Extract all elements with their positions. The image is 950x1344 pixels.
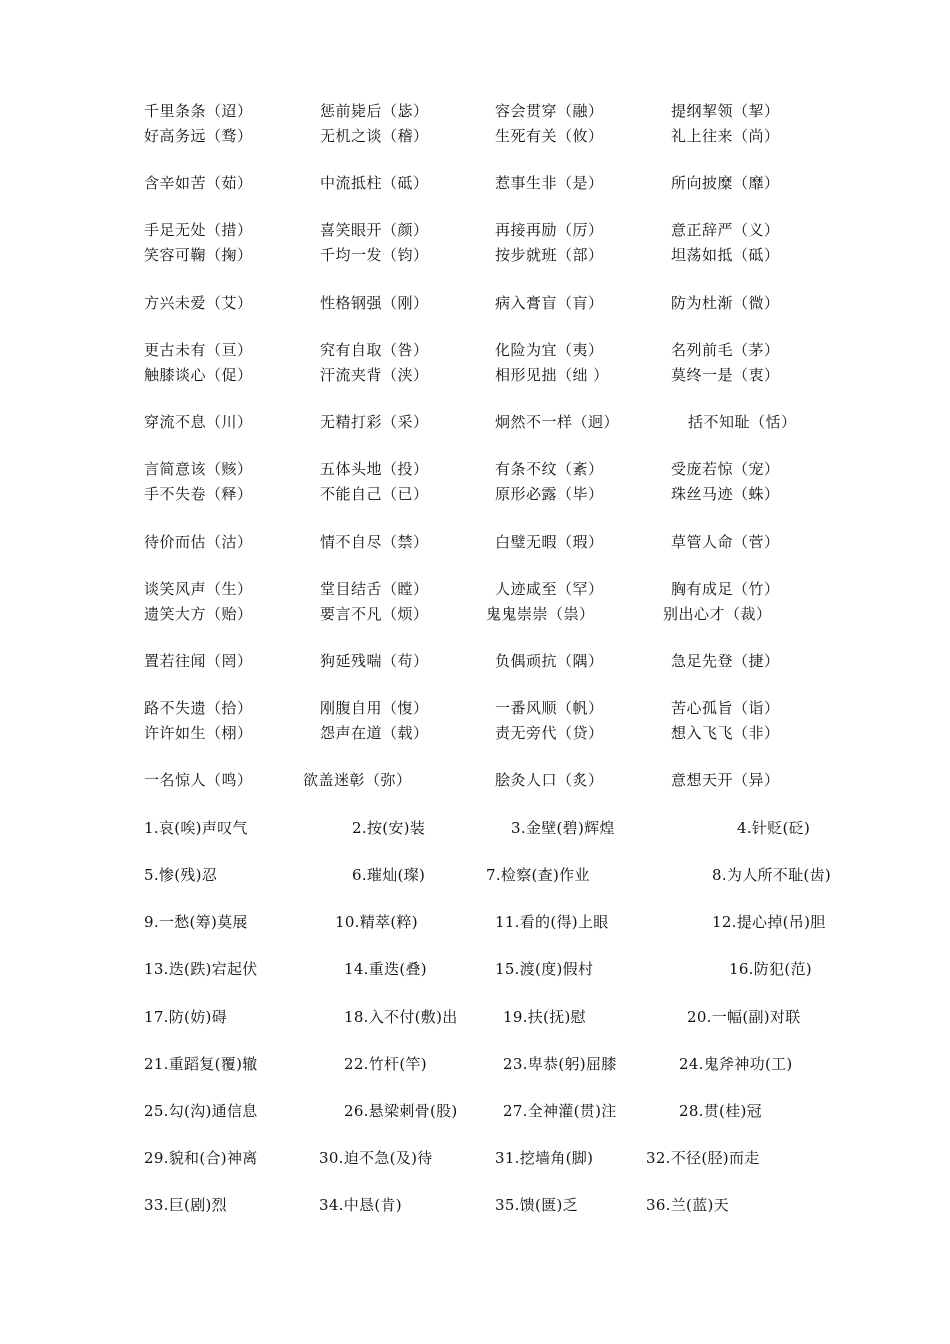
numbered-entry: 2.按(安)装 <box>352 819 426 837</box>
idiom-row-7 <box>0 338 950 362</box>
idiom-entry: 言简意该（赅） <box>144 460 253 478</box>
idiom-entry: 别出心才（裁） <box>663 605 772 623</box>
idiom-entry: 穿流不息（川） <box>144 413 253 431</box>
idiom-row-12 <box>0 530 950 554</box>
numbered-entry: 14.重迭(叠) <box>344 960 427 978</box>
numbered-entry: 11.看的(得)上眼 <box>495 913 609 931</box>
idiom-entry: 千均一发（钧） <box>320 246 429 264</box>
idiom-entry: 喜笑眼开（颜） <box>320 221 429 239</box>
idiom-entry: 方兴未爱（艾） <box>144 294 253 312</box>
idiom-row-17 <box>0 721 950 745</box>
numbered-entry: 5.惨(残)忍 <box>144 866 218 884</box>
idiom-entry: 炯然不一样（迥） <box>495 413 620 431</box>
idiom-entry: 五体头地（投） <box>320 460 429 478</box>
numbered-entry: 29.貌和(合)神离 <box>144 1149 258 1167</box>
numbered-entry: 4.针贬(砭) <box>737 819 811 837</box>
idiom-row-6 <box>0 291 950 315</box>
idiom-entry: 刚腹自用（愎） <box>320 699 429 717</box>
idiom-entry: 人迹咸至（罕） <box>495 580 604 598</box>
numbered-entry: 35.馈(匮)乏 <box>495 1196 578 1214</box>
idiom-entry: 路不失遗（拾） <box>144 699 253 717</box>
idiom-entry: 括不知耻（恬） <box>688 413 797 431</box>
numbered-entry: 26.悬梁刺骨(股) <box>344 1102 458 1120</box>
numbered-row-8 <box>0 1146 950 1170</box>
numbered-entry: 21.重蹈复(覆)辙 <box>144 1055 258 1073</box>
numbered-entry: 16.防犯(范) <box>729 960 812 978</box>
idiom-entry: 笑容可鞠（掬） <box>144 246 253 264</box>
idiom-entry: 名列前毛（茅） <box>671 341 780 359</box>
numbered-row-2 <box>0 863 950 887</box>
idiom-entry: 要言不凡（烦） <box>320 605 429 623</box>
idiom-entry: 礼上往来（尚） <box>671 127 780 145</box>
numbered-entry: 1.哀(唉)声叹气 <box>144 819 248 837</box>
idiom-entry: 提纲挈领（挈） <box>671 102 780 120</box>
idiom-entry: 莫终一是（衷） <box>671 366 780 384</box>
idiom-entry: 胸有成足（竹） <box>671 580 780 598</box>
idiom-row-11 <box>0 482 950 506</box>
numbered-entry: 23.卑恭(躬)屈膝 <box>503 1055 617 1073</box>
idiom-entry: 脍灸人口（炙） <box>495 771 604 789</box>
idiom-entry: 责无旁代（贷） <box>495 724 604 742</box>
idiom-entry: 欲盖迷彰（弥） <box>303 771 412 789</box>
numbered-entry: 30.迫不急(及)待 <box>319 1149 433 1167</box>
idiom-entry: 含辛如苦（茹） <box>144 174 253 192</box>
numbered-entry: 3.金壁(碧)辉煌 <box>511 819 615 837</box>
idiom-entry: 性格钢强（刚） <box>320 294 429 312</box>
numbered-row-1 <box>0 816 950 840</box>
idiom-entry: 草管人命（菅） <box>671 533 780 551</box>
idiom-entry: 手足无处（措） <box>144 221 253 239</box>
idiom-entry: 谈笑风声（生） <box>144 580 253 598</box>
numbered-entry: 32.不径(胫)而走 <box>646 1149 760 1167</box>
numbered-row-7 <box>0 1099 950 1123</box>
idiom-entry: 生死有关（攸） <box>495 127 604 145</box>
idiom-row-4 <box>0 218 950 242</box>
idiom-row-16 <box>0 696 950 720</box>
idiom-row-8 <box>0 363 950 387</box>
numbered-entry: 20.一幅(副)对联 <box>687 1008 801 1026</box>
idiom-row-15 <box>0 649 950 673</box>
idiom-entry: 珠丝马迹（蛛） <box>671 485 780 503</box>
idiom-entry: 受庞若惊（宠） <box>671 460 780 478</box>
idiom-entry: 原形必露（毕） <box>495 485 604 503</box>
idiom-entry: 更古未有（亘） <box>144 341 253 359</box>
numbered-entry: 7.检察(查)作业 <box>486 866 590 884</box>
idiom-entry: 惹事生非（是） <box>495 174 604 192</box>
idiom-entry: 好高务远（骛） <box>144 127 253 145</box>
idiom-entry: 再接再励（厉） <box>495 221 604 239</box>
idiom-entry: 意正辞严（义） <box>671 221 780 239</box>
idiom-entry: 情不自尽（禁） <box>320 533 429 551</box>
numbered-entry: 34.中恳(肯) <box>319 1196 402 1214</box>
idiom-entry: 所向披糜（靡） <box>671 174 780 192</box>
idiom-entry: 急足先登（捷） <box>671 652 780 670</box>
idiom-entry: 不能自己（已） <box>320 485 429 503</box>
idiom-row-13 <box>0 577 950 601</box>
numbered-entry: 22.竹杆(竿) <box>344 1055 427 1073</box>
idiom-entry: 遗笑大方（贻） <box>144 605 253 623</box>
numbered-entry: 27.全神灌(贯)注 <box>503 1102 617 1120</box>
idiom-entry: 意想天开（异） <box>671 771 780 789</box>
idiom-entry: 手不失卷（释） <box>144 485 253 503</box>
idiom-entry: 坦荡如抵（砥） <box>671 246 780 264</box>
idiom-entry: 惩前毙后（毖） <box>320 102 429 120</box>
idiom-entry: 无机之谈（稽） <box>320 127 429 145</box>
numbered-entry: 33.巨(剧)烈 <box>144 1196 227 1214</box>
numbered-entry: 17.防(妨)碍 <box>144 1008 227 1026</box>
numbered-entry: 13.迭(跌)宕起伏 <box>144 960 258 978</box>
idiom-entry: 防为杜渐（微） <box>671 294 780 312</box>
numbered-entry: 6.璀灿(璨) <box>352 866 426 884</box>
idiom-entry: 汗流夹背（浃） <box>320 366 429 384</box>
idiom-entry: 鬼鬼崇崇（祟） <box>486 605 595 623</box>
idiom-entry: 一番风顺（帆） <box>495 699 604 717</box>
numbered-row-9 <box>0 1193 950 1217</box>
idiom-entry: 白璧无暇（瑕） <box>495 533 604 551</box>
numbered-row-4 <box>0 957 950 981</box>
idiom-entry: 待价而估（沽） <box>144 533 253 551</box>
numbered-row-3 <box>0 910 950 934</box>
numbered-entry: 18.入不付(敷)出 <box>344 1008 458 1026</box>
idiom-entry: 怨声在道（载） <box>320 724 429 742</box>
numbered-entry: 36.兰(蓝)天 <box>646 1196 729 1214</box>
idiom-entry: 置若往闻（罔） <box>144 652 253 670</box>
numbered-entry: 28.贯(桂)冠 <box>679 1102 762 1120</box>
idiom-entry: 千里条条（迢） <box>144 102 253 120</box>
numbered-entry: 31.挖墙角(脚) <box>495 1149 594 1167</box>
numbered-row-5 <box>0 1005 950 1029</box>
idiom-entry: 相形见拙（绌 ） <box>495 366 609 384</box>
numbered-entry: 9.一愁(筹)莫展 <box>144 913 248 931</box>
idiom-entry: 化险为宜（夷） <box>495 341 604 359</box>
idiom-row-18 <box>0 768 950 792</box>
idiom-entry: 苦心孤旨（诣） <box>671 699 780 717</box>
numbered-entry: 8.为人所不耻(齿) <box>712 866 832 884</box>
idiom-row-14 <box>0 602 950 626</box>
idiom-entry: 容会贯穿（融） <box>495 102 604 120</box>
numbered-entry: 25.勾(沟)通信息 <box>144 1102 258 1120</box>
numbered-entry: 12.提心掉(吊)胆 <box>712 913 826 931</box>
idiom-entry: 负偶顽抗（隅） <box>495 652 604 670</box>
numbered-entry: 15.渡(度)假村 <box>495 960 594 978</box>
idiom-row-5 <box>0 243 950 267</box>
idiom-entry: 狗延残喘（苟） <box>320 652 429 670</box>
numbered-entry: 24.鬼斧神功(工) <box>679 1055 793 1073</box>
idiom-entry: 有条不纹（紊） <box>495 460 604 478</box>
numbered-entry: 10.精萃(粹) <box>335 913 418 931</box>
idiom-entry: 堂目结舌（瞠） <box>320 580 429 598</box>
idiom-row-3 <box>0 171 950 195</box>
idiom-row-10 <box>0 457 950 481</box>
idiom-entry: 无精打彩（采） <box>320 413 429 431</box>
idiom-row-2 <box>0 124 950 148</box>
idiom-entry: 究有自取（咎） <box>320 341 429 359</box>
idiom-row-1 <box>0 99 950 123</box>
numbered-row-6 <box>0 1052 950 1076</box>
idiom-entry: 病入膏盲（肓） <box>495 294 604 312</box>
numbered-entry: 19.扶(抚)慰 <box>503 1008 586 1026</box>
idiom-entry: 想入飞飞（非） <box>671 724 780 742</box>
idiom-entry: 触膝谈心（促） <box>144 366 253 384</box>
idiom-row-9 <box>0 410 950 434</box>
idiom-entry: 一名惊人（鸣） <box>144 771 253 789</box>
idiom-entry: 许许如生（栩） <box>144 724 253 742</box>
idiom-entry: 按步就班（部） <box>495 246 604 264</box>
idiom-entry: 中流抵柱（砥） <box>320 174 429 192</box>
